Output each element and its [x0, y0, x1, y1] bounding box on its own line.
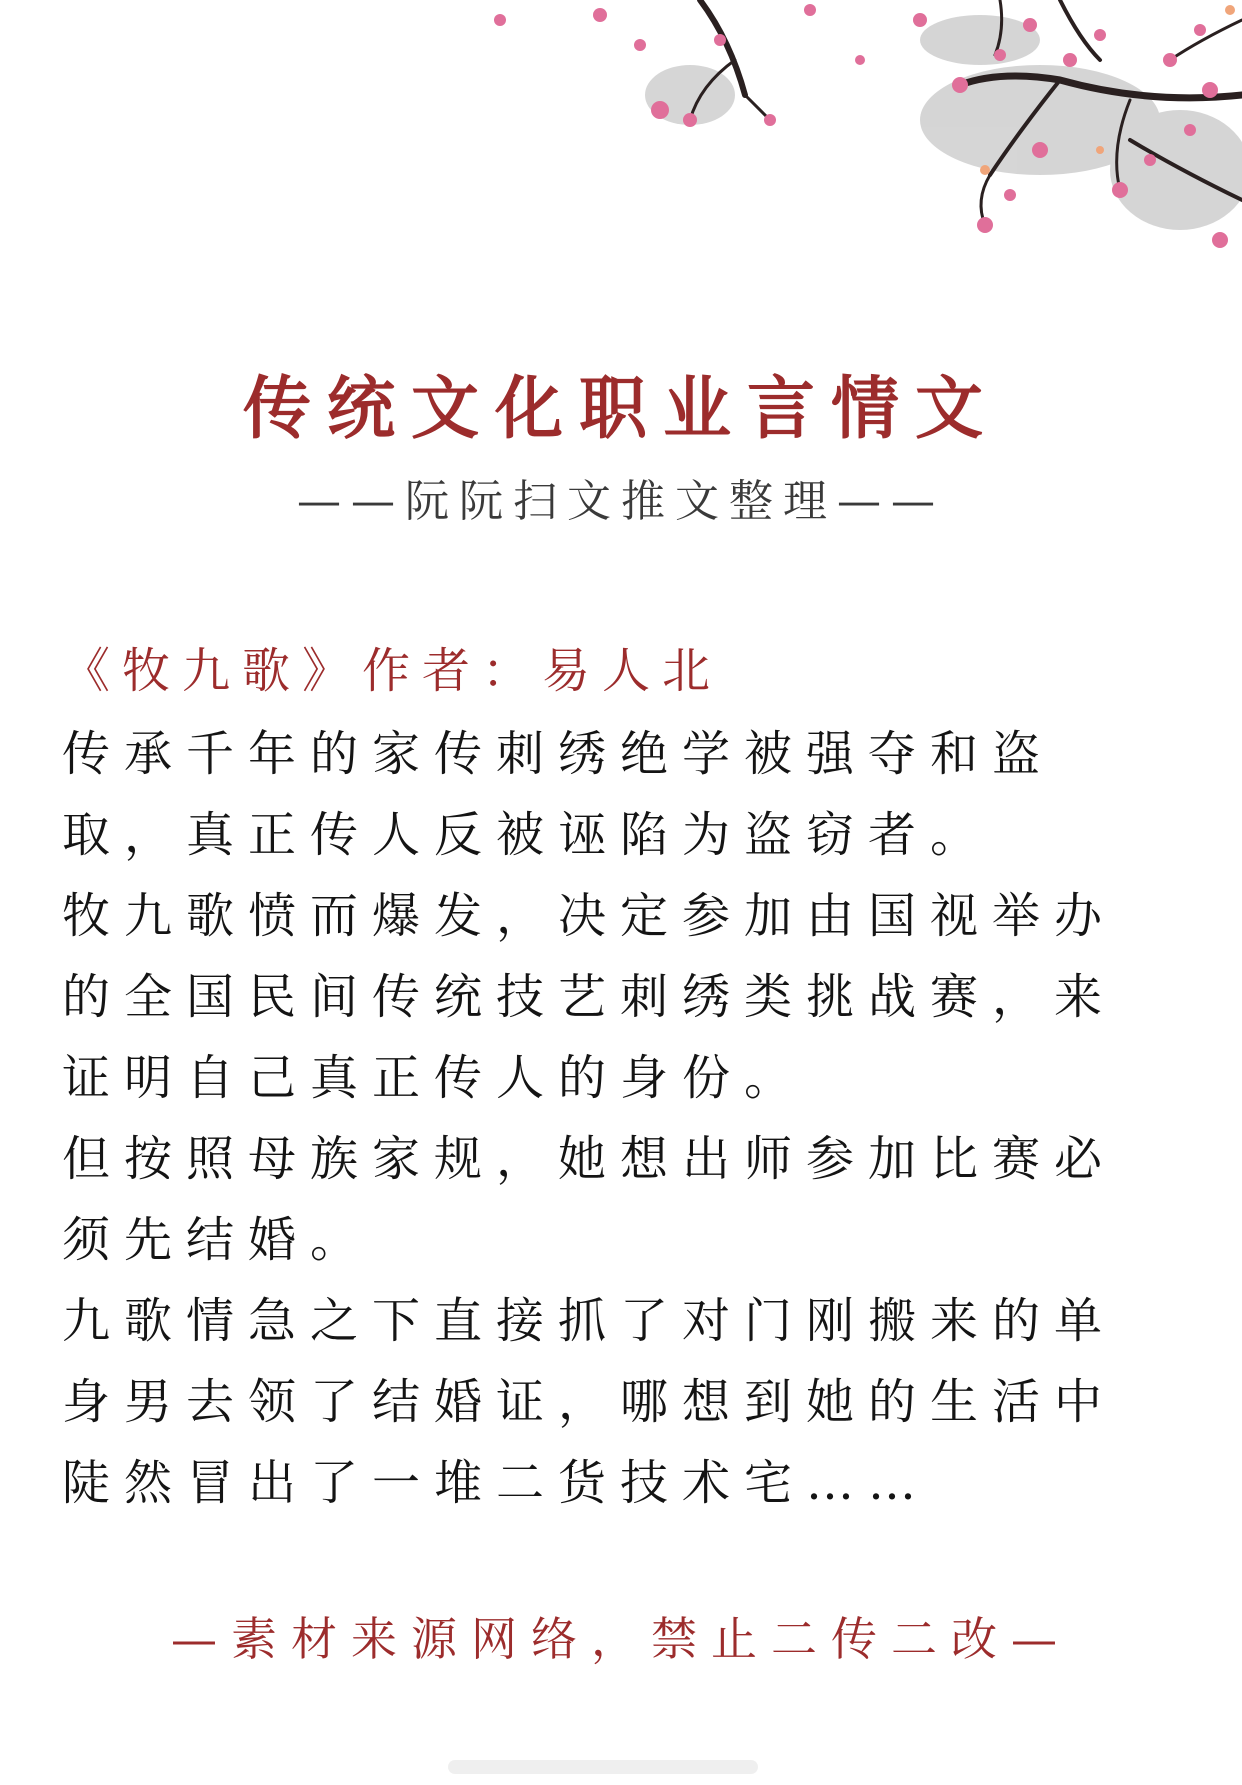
watermark: [448, 1760, 758, 1774]
page-subtitle: ——阮阮扫文推文整理——: [297, 476, 945, 527]
description-paragraph: 九歌情急之下直接抓了对门刚搬来的单身男去领了结婚证，哪想到她的生活中陡然冒出了一堆二货技术宅……: [62, 1293, 1117, 1511]
description-paragraph: 传承千年的家传刺绣绝学被强夺和盗取，真正传人反被诬陷为盗窃者。: [62, 726, 1055, 863]
book-description: [62, 714, 1132, 1524]
description-paragraph: 但按照母族家规，她想出师参加比赛必须先结婚。: [62, 1131, 1117, 1268]
plum-blossom-branch-icon: [0, 0, 1242, 280]
book-heading: 《牧九歌》作者：易人北: [62, 643, 723, 699]
footer-note: —素材来源网络，禁止二传二改—: [171, 1612, 1071, 1666]
page-title: 传统文化职业言情文: [242, 369, 999, 449]
description-paragraph: 牧九歌愤而爆发，决定参加由国视举办的全国民间传统技艺刺绣类挑战赛，来证明自己真正传人的身份。: [62, 888, 1117, 1106]
